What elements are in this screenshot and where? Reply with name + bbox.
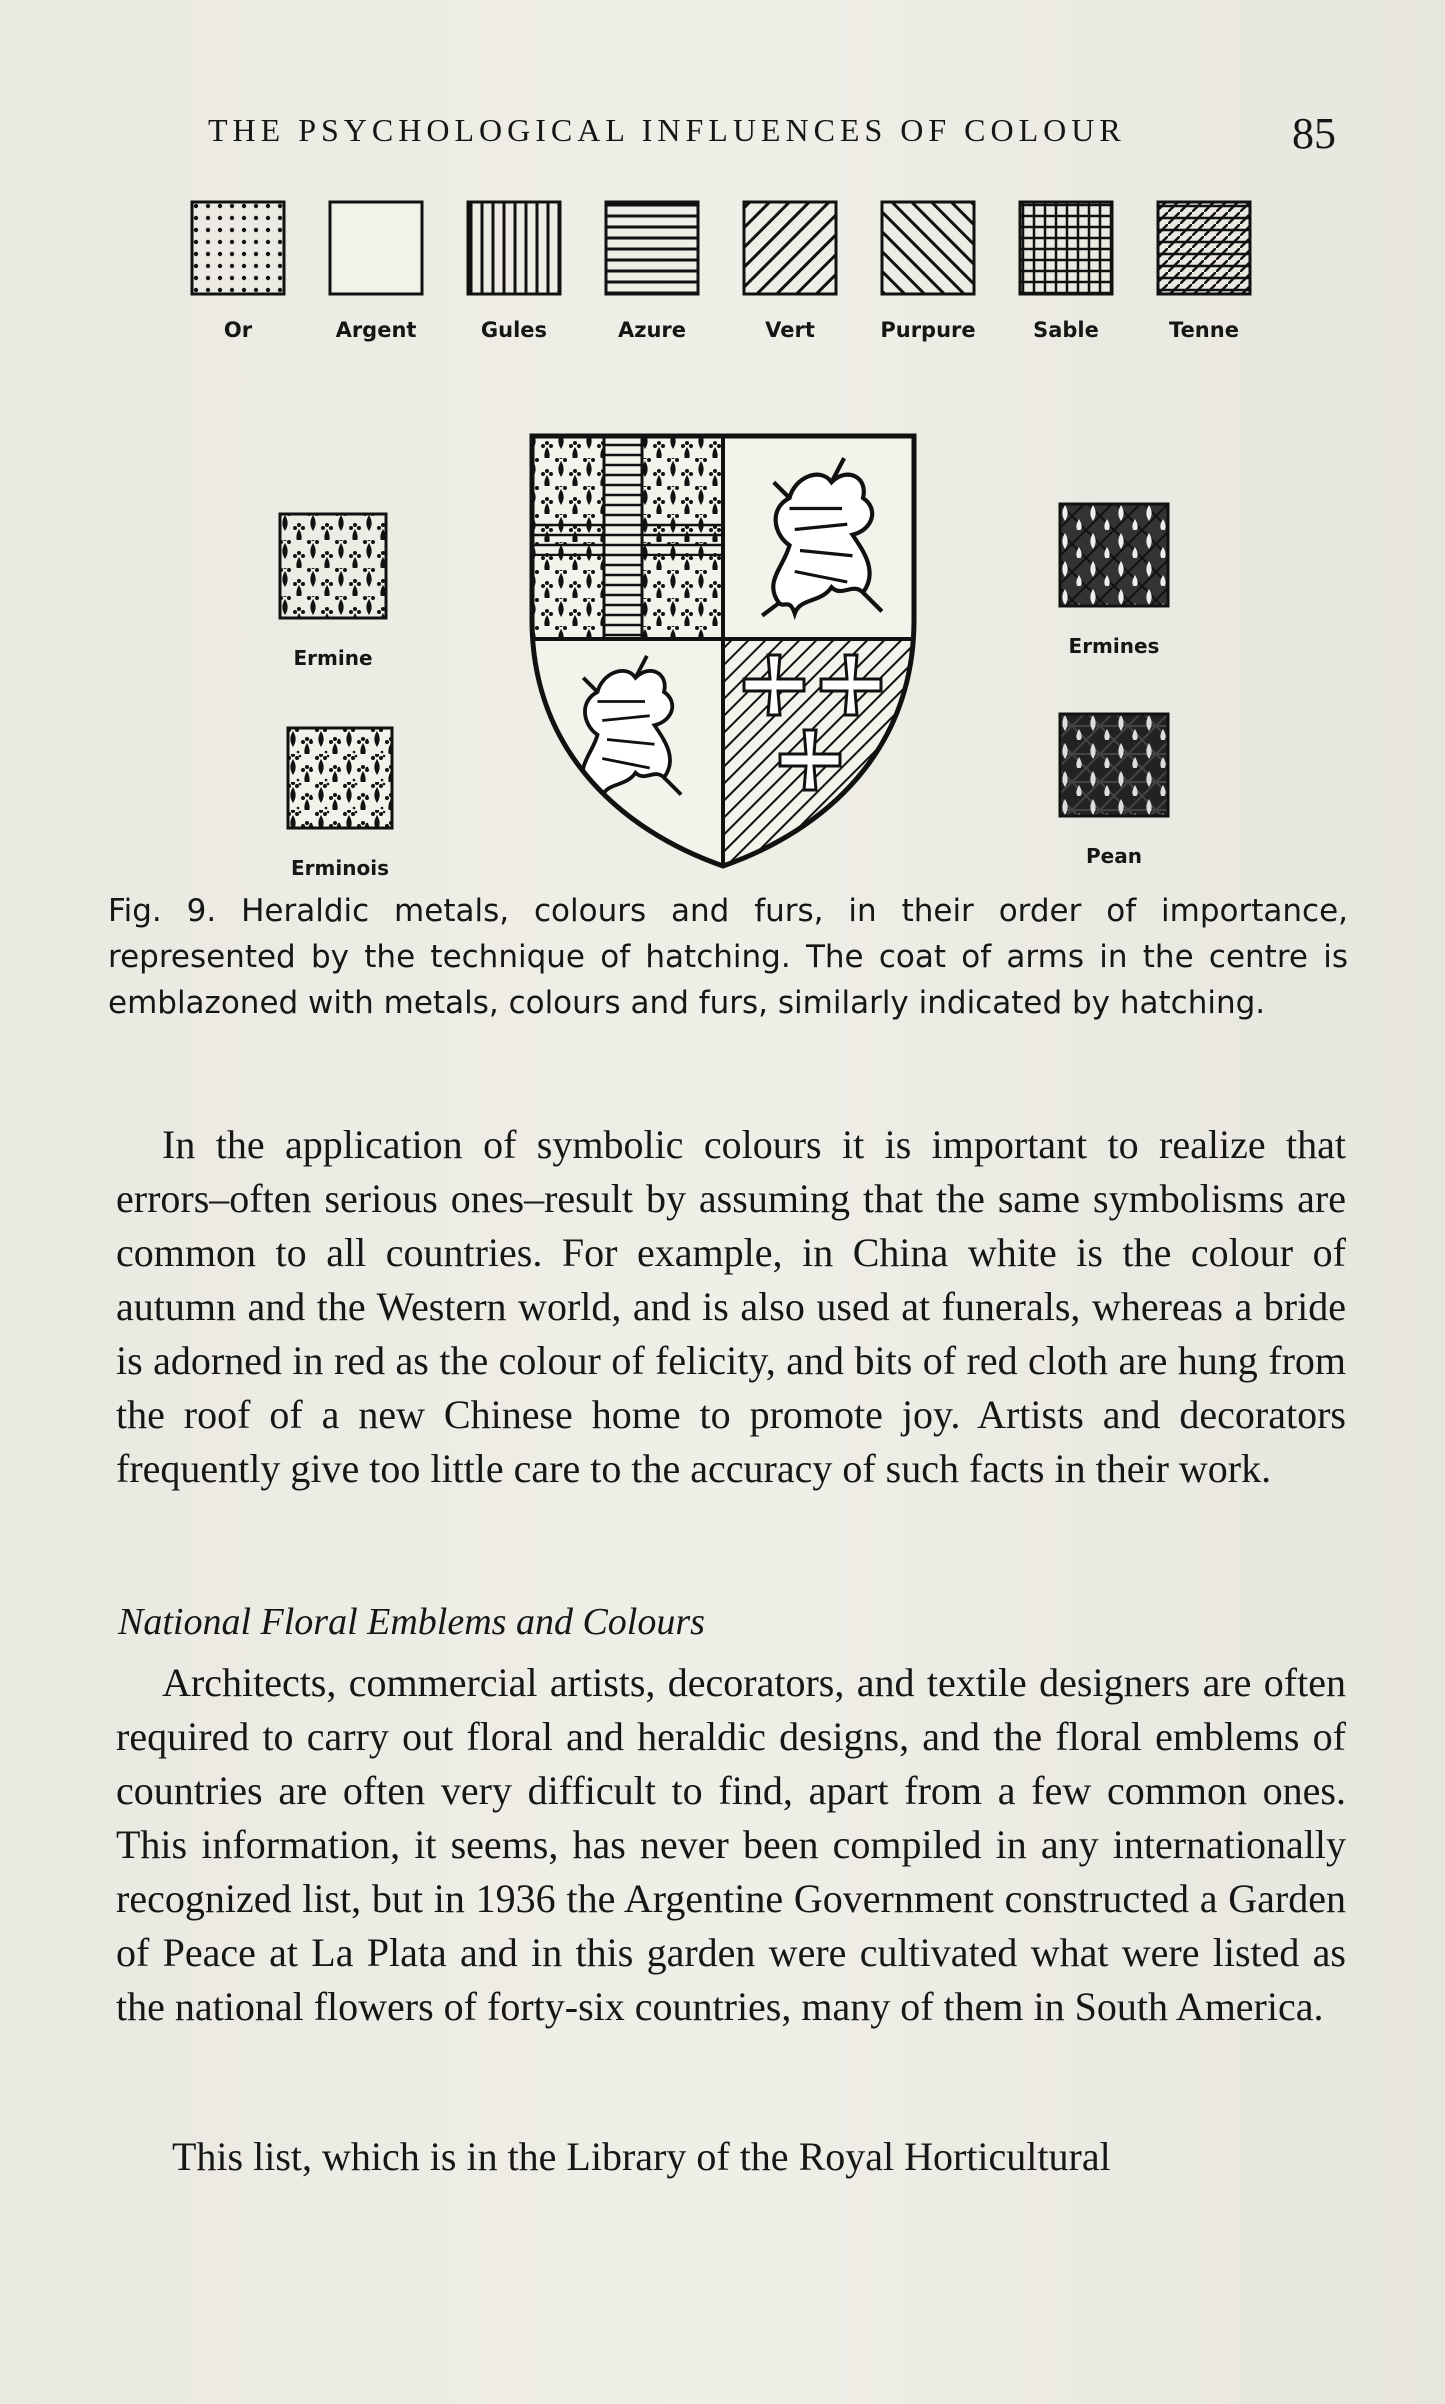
paragraph-2: Architects, commercial artists, decorators, and textile designers are often required to carry out floral and heraldic designs, and the floral emblems of countries are often very difficult to find, apart from a few common ones. This information, it seems, has never been compiled in any internationally recognized list, but in 1936 the Argentine Government constructed a Garden of Peace at La Plata and in this garden were cultivated what were listed as the national flowers of forty-six countries, many of them in South America. — [116, 1660, 1346, 2029]
tincture-argent — [326, 200, 426, 342]
tincture-vert — [740, 200, 840, 342]
argent-swatch-icon — [328, 200, 424, 296]
ermine-swatch-icon — [278, 512, 388, 620]
tincture-gules — [464, 200, 564, 342]
fur-label: Pean — [1086, 844, 1142, 868]
purpure-swatch-icon — [880, 200, 976, 296]
pean-swatch-icon — [1058, 712, 1170, 818]
erminois-swatch-icon — [286, 726, 394, 830]
running-head: THE PSYCHOLOGICAL INFLUENCES OF COLOUR — [208, 112, 1126, 148]
tincture-tenne — [1154, 200, 1254, 342]
fur-ermine — [278, 512, 388, 670]
tincture-label: Tenne — [1169, 318, 1239, 342]
tincture-label: Gules — [480, 318, 548, 342]
azure-swatch-icon — [604, 200, 700, 296]
tincture-label: Sable — [1033, 318, 1099, 342]
paragraph-1: In the application of symbolic colours it is important to realize that errors–often serious ones–result by assuming that the same symbolisms are common to all countries. For example, in China white is the colour of autumn and the Western world, and is also used at funerals, whereas a bride is adorned in red as the colour of felicity, and bits of red cloth are hung from the roof of a new Chinese home to promote joy. Artists and decorators frequently give too little care to the accuracy of such facts in their work. — [116, 1122, 1346, 1491]
tincture-purpure — [878, 200, 978, 342]
tincture-azure — [602, 200, 702, 342]
fur-label: Erminois — [291, 856, 389, 880]
fur-pean — [1058, 712, 1170, 868]
tincture-label: Vert — [765, 318, 815, 342]
fur-label: Ermines — [1068, 634, 1160, 658]
tincture-sable — [1016, 200, 1116, 342]
sable-swatch-icon — [1018, 200, 1114, 296]
figure-caption: Fig. 9. Heraldic metals, colours and furs, in their order of importance, represented by the technique of hatching. The coat of arms in the centre is emblazoned with metals, colours and furs, similarly indicated by hatching. — [108, 893, 1348, 1021]
section-heading: National Floral Emblems and Colours — [118, 1601, 705, 1643]
coat-of-arms-shield-icon — [526, 430, 920, 870]
page-number: 85 — [1292, 109, 1336, 158]
tincture-label: Azure — [617, 318, 687, 342]
paragraph-3: This list, which is in the Library of the Royal Horticultural — [172, 2134, 1111, 2179]
tincture-label: Or — [223, 318, 253, 342]
tincture-or — [188, 200, 288, 342]
or-swatch-icon — [190, 200, 286, 296]
tenne-swatch-icon — [1156, 200, 1252, 296]
fur-erminois — [286, 726, 394, 880]
vert-swatch-icon — [742, 200, 838, 296]
fur-ermines — [1058, 502, 1170, 658]
tincture-label: Argent — [335, 318, 417, 342]
ermines-swatch-icon — [1058, 502, 1170, 608]
tincture-label: Purpure — [880, 318, 976, 342]
fur-label: Ermine — [293, 646, 373, 670]
gules-swatch-icon — [466, 200, 562, 296]
